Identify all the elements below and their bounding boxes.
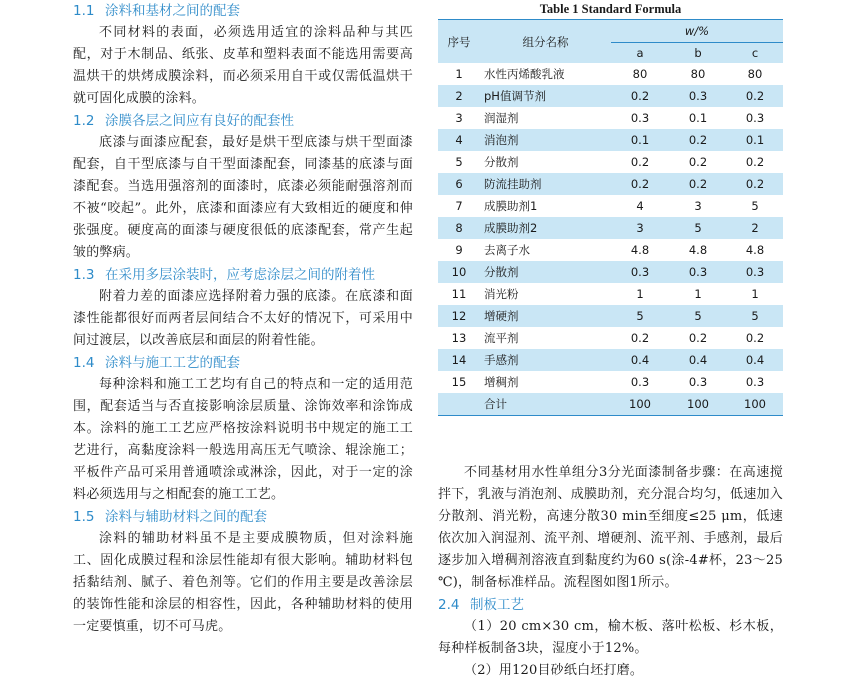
cell-value-a: 0.3 xyxy=(630,265,650,279)
cell-index: 11 xyxy=(451,287,467,301)
left-column xyxy=(73,0,413,638)
formula-table xyxy=(438,19,783,416)
cell-value-c: 100 xyxy=(744,397,766,411)
cell-value-c: 0.3 xyxy=(745,375,765,389)
cell-component-name: 合计 xyxy=(484,397,507,411)
section-title: 在采用多层涂装时，应考虑涂层之间的附着性 xyxy=(105,267,375,283)
cell-component-name: 成膜助剂2 xyxy=(484,221,538,235)
body-paragraph: 不同材料的表面，必须选用适宜的涂料品种与其匹配，对于木制品、纸张、皮革和塑料表面不能选用需要高温烘干的烘烤成膜涂料，而必须采用自干或仅需低温烘干就可固化成膜的涂料。 xyxy=(73,25,413,106)
cell-value-b: 3 xyxy=(694,199,702,213)
cell-value-a: 0.3 xyxy=(630,375,650,389)
table-row xyxy=(438,239,783,261)
cell-value-a: 0.2 xyxy=(630,89,650,103)
cell-value-c: 4.8 xyxy=(745,243,765,257)
table-header-row xyxy=(438,20,783,43)
cell-value-a: 0.2 xyxy=(630,331,650,345)
table-row xyxy=(438,173,783,195)
table-row xyxy=(438,129,783,151)
cell-value-b: 100 xyxy=(687,397,709,411)
cell-value-c: 0.2 xyxy=(745,89,765,103)
cell-value-a: 5 xyxy=(636,309,644,323)
header-col-c: c xyxy=(727,43,783,64)
table-row xyxy=(438,107,783,129)
cell-value-a: 4 xyxy=(636,199,644,213)
table-row xyxy=(438,261,783,283)
cell-value-b: 0.2 xyxy=(688,155,708,169)
cell-component-name: pH值调节剂 xyxy=(484,89,546,103)
table-row xyxy=(438,217,783,239)
cell-value-c: 0.2 xyxy=(745,155,765,169)
right-column xyxy=(438,0,783,682)
table-row xyxy=(438,195,783,217)
cell-value-a: 0.1 xyxy=(630,133,650,147)
cell-value-c: 0.3 xyxy=(745,265,765,279)
section-heading xyxy=(73,506,413,528)
table-row xyxy=(438,349,783,371)
table-row xyxy=(438,283,783,305)
table-row xyxy=(438,327,783,349)
section-heading xyxy=(73,110,413,132)
cell-index: 9 xyxy=(455,243,463,257)
body-paragraph: 涂料的辅助材料虽不是主要成膜物质，但对涂料施工、固化成膜过程和涂层性能却有很大影响。辅助材料包括黏结剂、腻子、着色剂等。它们的作用主要是改善涂层的装饰性能和涂层的相容性，因此，各种辅助材料的使用一定要慎重，切不可马虎。 xyxy=(73,531,413,634)
section-heading xyxy=(73,264,413,286)
step-paragraph: （2）用120目砂纸白坯打磨。 xyxy=(464,663,644,678)
section-heading xyxy=(73,0,413,22)
cell-value-a: 3 xyxy=(636,221,644,235)
cell-component-name: 增硬剂 xyxy=(484,309,519,323)
cell-component-name: 流平剂 xyxy=(484,331,519,345)
header-unit: w/% xyxy=(684,24,710,38)
table-row xyxy=(438,371,783,393)
cell-index: 8 xyxy=(455,221,463,235)
cell-value-c: 5 xyxy=(751,199,759,213)
table-title: Table 1 Standard Formula xyxy=(539,2,682,16)
cell-value-b: 0.2 xyxy=(688,177,708,191)
cell-value-a: 4.8 xyxy=(630,243,650,257)
cell-index: 13 xyxy=(451,331,467,345)
header-col-a: a xyxy=(611,43,669,64)
section-number: 2.4 xyxy=(438,597,460,613)
cell-value-a: 0.4 xyxy=(630,353,650,367)
cell-component-name: 分散剂 xyxy=(484,155,519,169)
cell-index: 14 xyxy=(451,353,467,367)
section-title: 涂膜各层之间应有良好的配套性 xyxy=(105,113,294,129)
cell-value-c: 0.4 xyxy=(745,353,765,367)
table-row xyxy=(438,63,783,85)
section-number: 1.1 xyxy=(73,3,95,19)
cell-index: 10 xyxy=(451,265,467,279)
cell-index: 3 xyxy=(455,111,463,125)
cell-component-name: 成膜助剂1 xyxy=(484,199,538,213)
cell-index xyxy=(438,393,480,416)
section-number: 1.4 xyxy=(73,355,95,371)
body-paragraph: 底漆与面漆应配套，最好是烘干型底漆与烘干型面漆配套，自干型底漆与自干型面漆配套，同漆基的底漆与面漆配套。当选用强溶剂的面漆时，底漆必须能耐强溶剂而不被“咬起”。此外，底漆和面漆应有大致相近的硬度和伸张强度。硬度高的面漆与硬度很低的底漆配套，常产生起皱的弊病。 xyxy=(73,135,413,260)
cell-value-a: 80 xyxy=(632,67,648,81)
table-row xyxy=(438,85,783,107)
cell-index: 4 xyxy=(455,133,463,147)
table-row xyxy=(438,305,783,327)
cell-index: 7 xyxy=(455,199,463,213)
section-title: 涂料和基材之间的配套 xyxy=(105,3,240,19)
cell-value-c: 0.1 xyxy=(745,133,765,147)
body-paragraph: 附着力差的面漆应选择附着力强的底漆。在底漆和面漆性能都很好而两者层间结合不太好的情况下，可采用中间过渡层，以改善底层和面层的附着性能。 xyxy=(73,289,413,348)
body-paragraph: 每种涂料和施工工艺均有自己的特点和一定的适用范围，配套适当与否直接影响涂层质量、涂饰效率和涂饰成本。涂料的施工工艺应严格按涂料说明书中规定的施工工艺进行，高黏度涂料一般选用高压无气喷涂、辊涂施工；平板件产品可采用普通喷涂或淋涂，因此，对于一定的涂料必须选用与之相配套的施工工艺。 xyxy=(73,377,413,502)
cell-value-b: 5 xyxy=(694,221,702,235)
cell-value-b: 0.1 xyxy=(688,111,708,125)
cell-value-b: 0.3 xyxy=(688,375,708,389)
cell-component-name: 水性丙烯酸乳液 xyxy=(484,67,565,81)
cell-value-c: 0.2 xyxy=(745,331,765,345)
header-col-b: b xyxy=(669,43,727,64)
cell-value-b: 0.4 xyxy=(688,353,708,367)
section-title: 涂料与施工工艺的配套 xyxy=(105,355,240,371)
cell-value-c: 80 xyxy=(747,67,763,81)
cell-component-name: 手感剂 xyxy=(484,353,519,367)
cell-value-a: 0.2 xyxy=(630,177,650,191)
cell-component-name: 润湿剂 xyxy=(484,111,519,125)
step-paragraph: （1）20 cm×30 cm，榆木板、落叶松板、杉木板，每种样板制备3块，湿度小于12%。 xyxy=(438,619,783,656)
cell-value-a: 0.3 xyxy=(630,111,650,125)
cell-index: 6 xyxy=(455,177,463,191)
section-title: 涂料与辅助材料之间的配套 xyxy=(105,509,267,525)
cell-component-name: 增稠剂 xyxy=(484,375,519,389)
cell-index: 1 xyxy=(455,67,463,81)
cell-value-b: 0.3 xyxy=(688,265,708,279)
cell-value-b: 0.3 xyxy=(688,89,708,103)
section-heading xyxy=(438,594,783,616)
section-title: 制板工艺 xyxy=(470,597,524,613)
cell-component-name: 去离子水 xyxy=(484,243,530,257)
cell-value-c: 0.3 xyxy=(745,111,765,125)
cell-value-b: 0.2 xyxy=(688,133,708,147)
cell-value-b: 5 xyxy=(694,309,702,323)
header-index: 序号 xyxy=(447,34,471,49)
cell-value-b: 0.2 xyxy=(688,331,708,345)
cell-value-b: 4.8 xyxy=(688,243,708,257)
cell-index: 2 xyxy=(455,89,463,103)
cell-value-c: 5 xyxy=(751,309,759,323)
cell-index: 12 xyxy=(451,309,467,323)
cell-value-a: 1 xyxy=(636,287,644,301)
header-component-name: 组分名称 xyxy=(522,34,569,49)
cell-value-c: 2 xyxy=(751,221,759,235)
body-paragraph: 不同基材用水性单组分3分光面漆制备步骤：在高速搅拌下，乳液与消泡剂、成膜助剂，充分混合均匀，低速加入分散剂、消光粉，高速分散30 min至细度≤25 μm，低速依次加入润湿剂、流平剂、增硬剂、流平剂、手感剂，最后逐步加入增稠剂溶液直到黏度约为60 s(涂-4#杯，23～25 ℃)，制备标准样品。流程图如图1所示。 xyxy=(438,465,783,590)
cell-value-a: 100 xyxy=(629,397,651,411)
cell-component-name: 分散剂 xyxy=(484,265,519,279)
table-row xyxy=(438,151,783,173)
cell-index: 5 xyxy=(455,155,463,169)
cell-component-name: 防流挂助剂 xyxy=(484,177,542,191)
cell-value-c: 0.2 xyxy=(745,177,765,191)
table-row xyxy=(438,393,783,416)
cell-value-b: 80 xyxy=(690,67,706,81)
cell-value-a: 0.2 xyxy=(630,155,650,169)
cell-value-b: 1 xyxy=(694,287,702,301)
section-number: 1.5 xyxy=(73,509,95,525)
section-number: 1.3 xyxy=(73,267,95,283)
cell-value-c: 1 xyxy=(751,287,759,301)
cell-component-name: 消光粉 xyxy=(484,287,519,301)
section-number: 1.2 xyxy=(73,113,95,129)
table-body xyxy=(438,63,783,416)
section-heading xyxy=(73,352,413,374)
cell-index: 15 xyxy=(451,375,467,389)
cell-component-name: 消泡剂 xyxy=(484,133,519,147)
